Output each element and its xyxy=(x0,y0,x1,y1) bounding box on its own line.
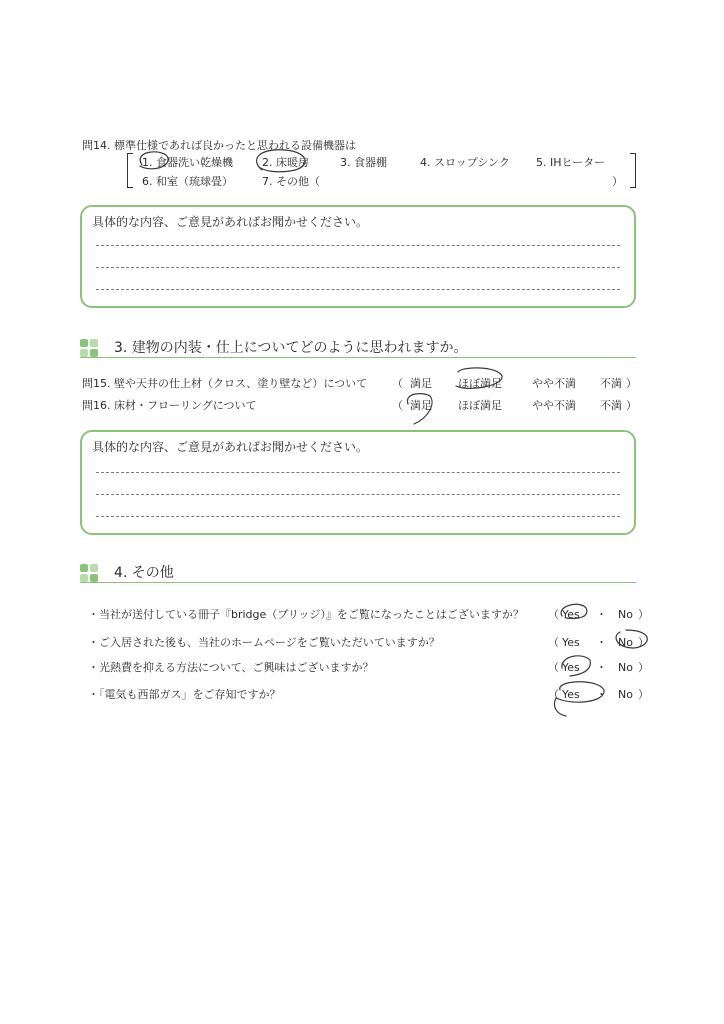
s4-q1-close-paren: ） xyxy=(638,608,649,621)
comment-line xyxy=(96,245,620,246)
q15-option-satisfied[interactable]: 満足 xyxy=(410,377,432,390)
s4-q2-close-paren: ） xyxy=(638,636,649,649)
q14-other-close-paren: ） xyxy=(612,175,623,188)
s4-question-3: ・光熱費を抑える方法について、ご興味はございますか？ xyxy=(88,661,374,674)
comment-box-2-title: 具体的な内容、ご意見があればお聞かせください。 xyxy=(92,440,369,454)
section3-header xyxy=(80,337,636,358)
q15-label: 問15. 壁や天井の仕上材（クロス、塗り壁など）について xyxy=(82,377,368,390)
comment-box-2[interactable] xyxy=(80,430,636,535)
clover-icon xyxy=(80,339,100,359)
q15-open-paren: （ xyxy=(392,377,403,390)
q15-option-unsatisfied[interactable]: 不満 xyxy=(600,377,622,390)
s4-question-4: ・「電気も西部ガス」をご存知ですか？ xyxy=(88,688,281,701)
s4-q2-yes[interactable]: Yes xyxy=(562,636,580,649)
q15-close-paren: ） xyxy=(626,377,637,390)
s4-q3-dot: ・ xyxy=(596,661,607,674)
q14-option-5[interactable]: 5. IHヒーター xyxy=(536,156,606,169)
q14-option-7[interactable]: 7. その他（ xyxy=(262,175,320,188)
q14-label: 問14. 標準仕様であれば良かったと思われる設備機器は xyxy=(82,139,356,152)
q16-label: 問16. 床材・フローリングについて xyxy=(82,399,257,412)
s4-q3-no[interactable]: No xyxy=(618,661,633,674)
q14-option-3[interactable]: 3. 食器棚 xyxy=(340,156,387,169)
s4-q4-open-paren: （ xyxy=(548,688,559,701)
s4-q1-no[interactable]: No xyxy=(618,608,633,621)
comment-line xyxy=(96,267,620,268)
q14-option-1[interactable]: 1. 食器洗い乾燥機 xyxy=(142,156,233,169)
q16-option-unsatisfied[interactable]: 不満 xyxy=(600,399,622,412)
s4-q3-close-paren: ） xyxy=(638,661,649,674)
s4-q1-dot: ・ xyxy=(596,608,607,621)
s4-q3-open-paren: （ xyxy=(548,661,559,674)
q15-option-mostly-satisfied[interactable]: ほぼ満足 xyxy=(458,377,502,390)
s4-q4-dot: ・ xyxy=(596,688,607,701)
q14-right-bracket xyxy=(630,153,636,188)
comment-line xyxy=(96,494,620,495)
clover-icon xyxy=(80,564,100,584)
comment-line xyxy=(96,472,620,473)
q14-option-4[interactable]: 4. スロップシンク xyxy=(420,156,510,169)
s4-q4-no[interactable]: No xyxy=(618,688,633,701)
s4-q1-open-paren: （ xyxy=(548,608,559,621)
s4-question-2: ・ご入居された後も、当社のホームページをご覧いただいていますか？ xyxy=(88,636,440,649)
s4-q4-close-paren: ） xyxy=(638,688,649,701)
section4-header xyxy=(80,562,636,583)
comment-box-1-title: 具体的な内容、ご意見があればお聞かせください。 xyxy=(92,215,369,229)
q14-left-bracket xyxy=(127,153,133,188)
s4-q4-yes[interactable]: Yes xyxy=(562,688,580,701)
s4-q2-no[interactable]: No xyxy=(618,636,633,649)
s4-q2-open-paren: （ xyxy=(548,636,559,649)
comment-box-1[interactable] xyxy=(80,205,636,308)
q16-close-paren: ） xyxy=(626,399,637,412)
s4-q1-yes[interactable]: Yes xyxy=(562,608,580,621)
s4-q3-yes[interactable]: Yes xyxy=(562,661,580,674)
section3-title: 3. 建物の内装・仕上についてどのように思われますか。 xyxy=(114,340,468,356)
q15-option-somewhat-unsatisfied[interactable]: やや不満 xyxy=(532,377,576,390)
q16-option-somewhat-unsatisfied[interactable]: やや不満 xyxy=(532,399,576,412)
q16-option-mostly-satisfied[interactable]: ほぼ満足 xyxy=(458,399,502,412)
s4-q2-dot: ・ xyxy=(596,636,607,649)
s4-question-1: ・当社が送付している冊子『bridge（ブリッジ）』をご覧になったことはございますか？ xyxy=(88,608,524,621)
comment-line xyxy=(96,516,620,517)
comment-line xyxy=(96,289,620,290)
q16-option-satisfied[interactable]: 満足 xyxy=(410,399,432,412)
q14-option-6[interactable]: 6. 和室（琉球畳） xyxy=(142,175,233,188)
q16-open-paren: （ xyxy=(392,399,403,412)
section4-title: 4. その他 xyxy=(114,565,174,581)
q14-option-2[interactable]: 2. 床暖房 xyxy=(262,156,309,169)
